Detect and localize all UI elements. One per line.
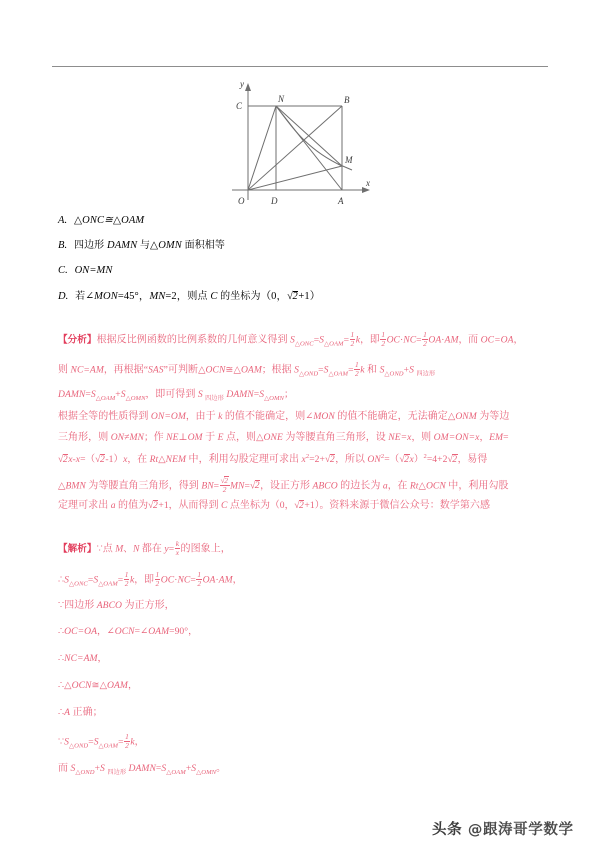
analysis-line-1: 则 NC=AM，再根据“SAS”可判断△OCN≅△OAM；根据 $S_{\triangle OND}=S_{\triangle OAM}=$ $\frac{1}{2}$ k 和 $S_{\triangle OND}+S$ $_{四边形}$ <box>58 360 436 378</box>
option-d[interactable] <box>58 291 548 303</box>
solution-line-4: ∴NC=AM， <box>58 653 108 664</box>
solution-line-7: $\because S_{\triangle OND}=S_{\triangle OAM}=$ $\frac{1}{2}$ k， <box>58 732 145 750</box>
option-b-text: 四边形 DAMN 与△OMN 面积相等 <box>73 240 225 251</box>
svg-text:A: A <box>338 196 344 206</box>
solution-line-3: ∴OC=OA，∠OCN=∠OAM=90°， <box>58 626 198 637</box>
solution-line-0: 【解析】∵点 M、N 都在 y= $\frac{k}{x}$ 的图象上， <box>58 539 231 557</box>
solution-line-7-wrap <box>58 733 550 750</box>
analysis-line-5-wrap <box>58 454 550 465</box>
watermark-platform: 头条 <box>432 822 463 838</box>
solution-tag: 【解析】 <box>58 543 97 555</box>
analysis-line-3: 根据全等的性质得到 ON=OM，由于 k 的值不能确定，则∠MON 的值不能确定，无法确定△ONM 为等边 <box>58 411 510 422</box>
option-b-label: B. <box>58 240 68 251</box>
solution-line-8: 而 $S_{\triangle OND}+S$ $_{四边形}$ $DAMN=S_{\triangle OAM}+S_{\triangle OMN}$。 <box>58 763 226 776</box>
svg-text:D: D <box>271 196 278 206</box>
analysis-line-7-wrap <box>58 500 550 511</box>
answer-options <box>58 216 548 317</box>
analysis-line-1-wrap <box>58 361 550 378</box>
header-divider <box>52 66 548 67</box>
analysis-line-5: √2x-x=（√2-1）x，在 Rt△NEM 中，利用勾股定理可求出 $x^2=2+√2$，所以 $ON^2=(√2x)^2=4+2√2$，易得 <box>58 453 488 466</box>
coordinate-geometry-figure <box>214 78 394 208</box>
analysis-line-6: △BMN 为等腰直角三角形，得到 BN= $\frac{√2}{2}$ MN=√2，设正方形 ABCO 的边长为 a，在 Rt△OCN 中，利用勾股 <box>58 476 509 494</box>
watermark-handle: @跟涛哥学数学 <box>467 822 574 838</box>
analysis-line-3-wrap <box>58 412 550 422</box>
solution-line-5: ∴△OCN≅△OAM， <box>58 680 138 691</box>
analysis-tag: 【分析】 <box>58 334 97 346</box>
svg-text:N: N <box>278 94 285 104</box>
solution-line-1-wrap <box>58 571 550 588</box>
svg-text:M: M <box>345 155 353 165</box>
analysis-section <box>58 331 550 348</box>
analysis-line-6-wrap <box>58 476 550 493</box>
solution-line-8-wrap <box>58 764 550 777</box>
solution-line-2: ∵四边形 ABCO 为正方形， <box>58 600 175 611</box>
option-c-text: ON=MN <box>74 265 113 276</box>
option-a[interactable] <box>58 216 548 227</box>
svg-text:y: y <box>240 79 244 89</box>
svg-text:O: O <box>238 196 245 206</box>
watermark <box>432 818 574 839</box>
analysis-line-2: $DAMN=S_{\triangle OAM}+S_{\triangle OMN}$，即可得到 S $_{四边形}$ $DAMN=S_{\triangle OMN}$； <box>58 389 294 402</box>
option-d-text: 若∠MON=45°，MN=2，则点 C 的坐标为（0，√2+1） <box>75 291 321 302</box>
option-a-text: △ONC≅△OAM <box>73 215 145 226</box>
solution-line-5-wrap <box>58 681 550 691</box>
solution-line-0-wrap <box>58 540 550 556</box>
solution-line-2-wrap <box>58 601 550 611</box>
option-b[interactable] <box>58 241 548 252</box>
analysis-line-0: 【分析】根据反比例函数的比例系数的几何意义得到 $S_{\triangle ONC}=S_{\triangle OAM}=$ $\frac{1}{2}$ k，即 $\frac{1}{2}$ OC·NC= $\frac{1}{2}$ OA·AM，而 OC=OA， <box>58 330 524 348</box>
svg-text:x: x <box>366 178 370 188</box>
analysis-line-7: 定理可求出 a 的值为√2+1，从而得到 C 点坐标为（0，√2+1）。资料来源于微信公众号：数学第六感 <box>58 500 491 511</box>
solution-line-1: $\therefore S_{\triangle ONC}=S_{\triangle OAM}=$ $\frac{1}{2}$ k，即 $\frac{1}{2}$ OC·NC= $\frac{1}{2}$ OA·AM， <box>58 570 243 588</box>
solution-line-3-wrap <box>58 627 550 637</box>
option-c-label: C. <box>58 265 68 276</box>
svg-text:C: C <box>236 101 243 111</box>
analysis-line-4: 三角形，则 ON≠MN；作 NE⊥OM 于 E 点，则△ONE 为等腰直角三角形，设 NE=x，则 OM=ON=x，EM= <box>58 432 509 443</box>
option-d-label: D. <box>58 291 69 302</box>
analysis-line-2-wrap <box>58 390 550 403</box>
solution-line-6-wrap <box>58 708 550 718</box>
option-a-label: A. <box>58 215 68 226</box>
solution-line-4-wrap <box>58 654 550 664</box>
option-c[interactable] <box>58 266 548 277</box>
solution-line-6: ∴A 正确； <box>58 707 103 718</box>
analysis-line-4-wrap <box>58 433 550 443</box>
svg-text:B: B <box>344 95 350 105</box>
